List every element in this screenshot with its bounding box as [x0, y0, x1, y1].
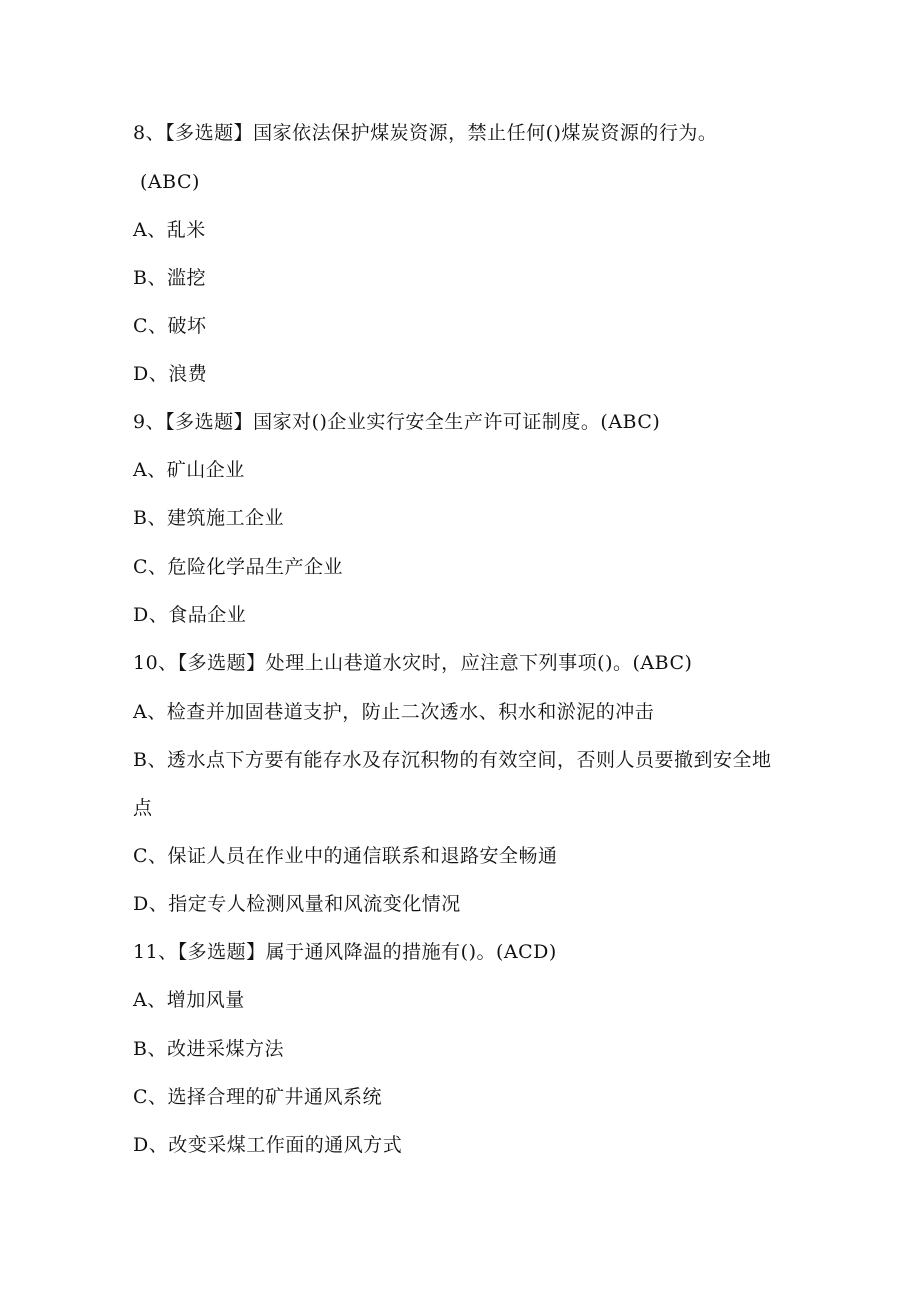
question-9-stem: 9、【多选题】国家对()企业实行安全生产许可证制度。(ABC)	[133, 411, 661, 433]
question-10-option-a: A、检查并加固巷道支护，防止二次透水、积水和淤泥的冲击	[133, 701, 655, 723]
question-10-option-b: B、透水点下方要有能存水及存沉积物的有效空间，否则人员要撤到安全地	[133, 749, 772, 771]
question-8-option-b: B、滥挖	[133, 267, 206, 289]
question-11-stem: 11、【多选题】属于通风降温的措施有()。(ACD)	[133, 941, 557, 963]
question-9-option-b: B、建筑施工企业	[133, 507, 284, 529]
question-10-option-d: D、指定专人检测风量和风流变化情况	[133, 893, 461, 915]
question-10-stem: 10、【多选题】处理上山巷道水灾时，应注意下列事项()。(ABC)	[133, 652, 693, 674]
question-8-option-c: C、破坏	[133, 315, 207, 337]
question-8-option-d: D、浪费	[133, 363, 208, 385]
question-8-stem: 8、【多选题】国家依法保护煤炭资源，禁止任何()煤炭资源的行为。	[133, 122, 718, 144]
question-8-answer: (ABC)	[140, 171, 200, 193]
question-11-option-a: A、增加风量	[133, 989, 245, 1011]
question-11-option-d: D、改变采煤工作面的通风方式	[133, 1134, 403, 1156]
question-9-option-c: C、危险化学品生产企业	[133, 556, 344, 578]
question-10-option-b-continued: 点	[133, 797, 153, 819]
question-9-option-a: A、矿山企业	[133, 459, 245, 481]
question-11-option-c: C、选择合理的矿井通风系统	[133, 1086, 383, 1108]
question-11-option-b: B、改进采煤方法	[133, 1038, 284, 1060]
question-9-option-d: D、食品企业	[133, 604, 247, 626]
question-10-option-c: C、保证人员在作业中的通信联系和退路安全畅通	[133, 845, 558, 867]
question-8-option-a: A、乱米	[133, 219, 206, 241]
